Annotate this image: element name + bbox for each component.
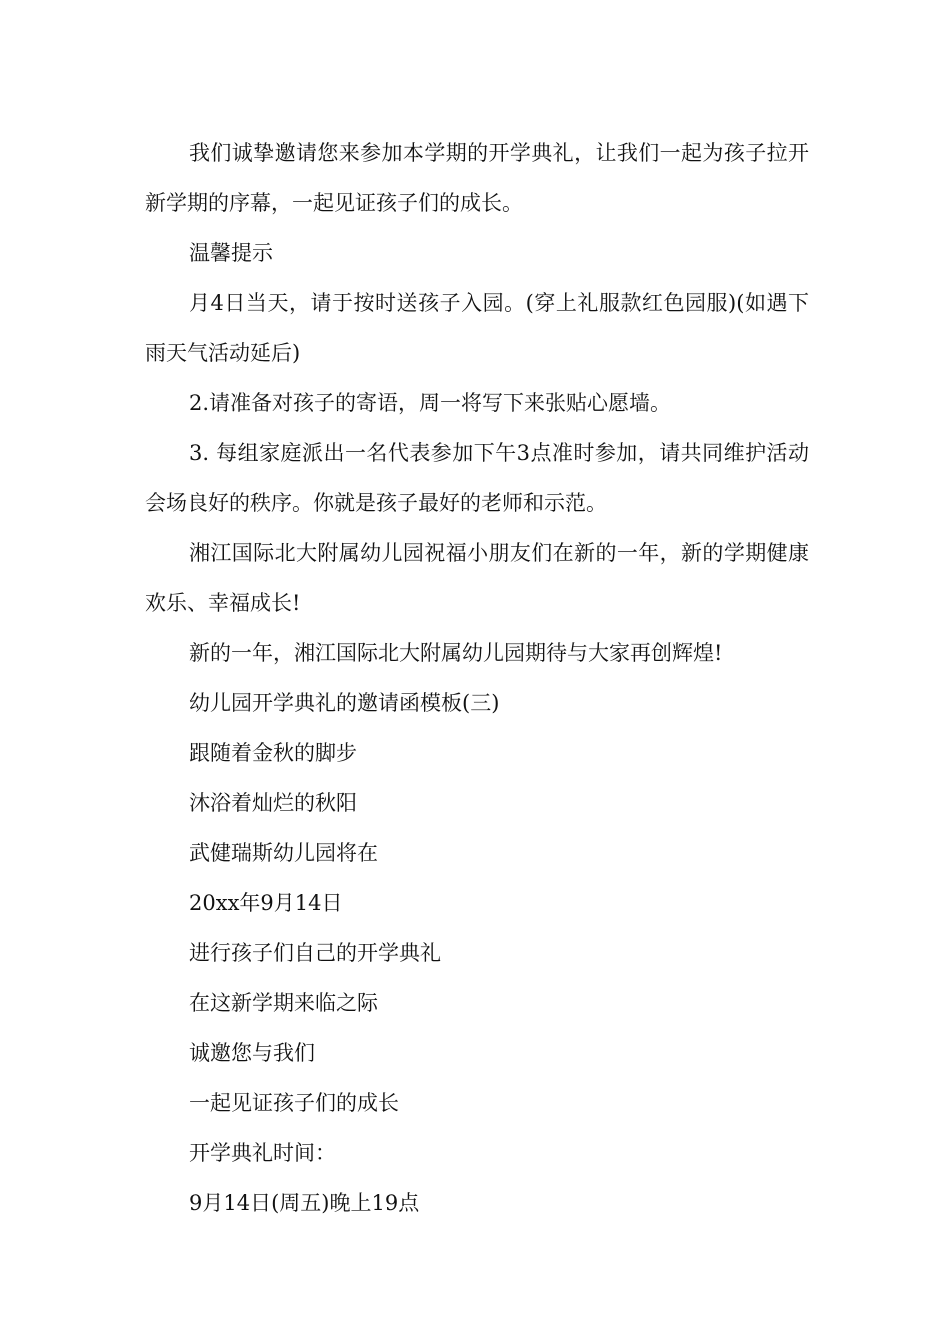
paragraph-line-6: 在这新学期来临之际: [189, 991, 378, 1015]
paragraph-invitation: 我们诚挚邀请您来参加本学期的开学典礼，让我们一起为孩子拉开新学期的序幕，一起见证孩子们的成长。: [145, 141, 809, 215]
document-body: [145, 128, 809, 1228]
paragraph-blessing: 湘江国际北大附属幼儿园祝福小朋友们在新的一年，新的学期健康欢乐、幸福成长!: [145, 541, 809, 615]
paragraph-line-5: 进行孩子们自己的开学典礼: [189, 941, 441, 965]
paragraph-tips-heading: 温馨提示: [189, 241, 273, 265]
paragraph-line-7: 诚邀您与我们: [189, 1041, 315, 1065]
paragraph-time-label: 开学典礼时间：: [189, 1141, 336, 1165]
paragraph-line-8: 一起见证孩子们的成长: [189, 1091, 399, 1115]
paragraph-date: 20xx年9月14日: [189, 891, 343, 915]
paragraph-new-year: 新的一年，湘江国际北大附属幼儿园期待与大家再创辉煌!: [189, 641, 723, 665]
paragraph-tip-1: 月4日当天，请于按时送孩子入园。(穿上礼服款红色园服)(如遇下雨天气活动延后): [145, 291, 809, 365]
paragraph-tip-3: 3. 每组家庭派出一名代表参加下午3点准时参加，请共同维护活动会场良好的秩序。你就是孩子最好的老师和示范。: [145, 441, 809, 515]
paragraph-template-title: 幼儿园开学典礼的邀请函模板(三): [189, 691, 500, 715]
paragraph-tip-2: 2.请准备对孩子的寄语，周一将写下来张贴心愿墙。: [189, 391, 672, 415]
paragraph-line-2: 沐浴着灿烂的秋阳: [189, 791, 357, 815]
paragraph-time-value: 9月14日(周五)晚上19点: [189, 1191, 420, 1215]
paragraph-line-3: 武健瑞斯幼儿园将在: [189, 841, 378, 865]
paragraph-line-1: 跟随着金秋的脚步: [189, 741, 357, 765]
